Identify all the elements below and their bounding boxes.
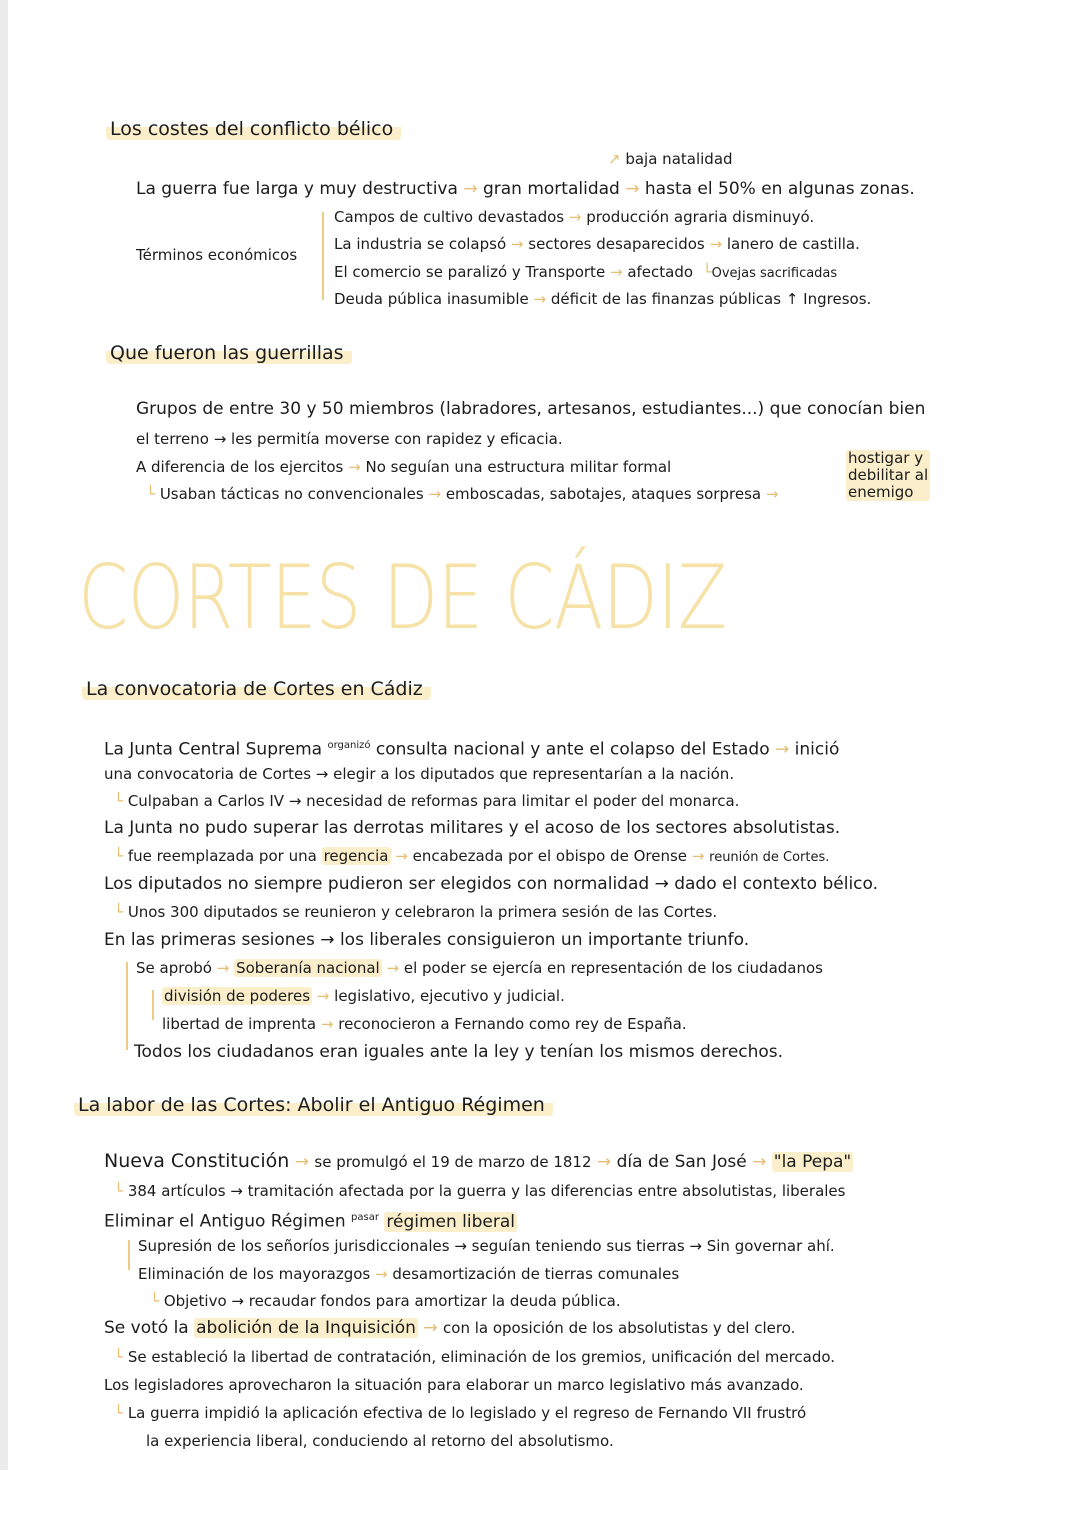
heading-labor-cortes: La labor de las Cortes: Abolir el Antiguo Régimen <box>74 1094 553 1116</box>
big-title: CORTES DE CÁDIZ <box>78 546 727 649</box>
bracket-aprobado <box>126 962 128 1050</box>
baja-natalidad: ↗ baja natalidad <box>608 150 733 168</box>
note-hostigar: hostigar y debilitar al enemigo <box>848 449 929 501</box>
line-senorios: Supresión de los señoríos jurisdiccionales → seguían teniendo sus tierras → Sin governar ahí. <box>138 1237 835 1255</box>
line-inquisicion: Se votó la abolición de la Inquisición → con la oposición de los absolutistas y del clero. <box>104 1318 796 1338</box>
line-eliminar: Eliminar el Antiguo Régimen $^{pasar}$ régimen liberal <box>104 1211 515 1232</box>
line-terreno: el terreno → les permitía moverse con rapidez y eficacia. <box>136 430 563 448</box>
line-primeras-sesiones: En las primeras sesiones → los liberales consiguieron un importante triunfo. <box>104 930 750 950</box>
line-guerra-larga: La guerra fue larga y muy destructiva → gran mortalidad → hasta el 50% en algunas zonas. <box>136 179 915 199</box>
line-industria: La industria se colapsó → sectores desaparecidos → lanero de castilla. <box>334 235 860 253</box>
line-guerra-impidio: └ La guerra impidió la aplicación efectiva de lo legislado y el regreso de Fernando VII frustró <box>114 1404 807 1422</box>
line-mayorazgos: Eliminación de los mayorazgos → desamortización de tierras comunales <box>138 1265 680 1283</box>
line-diputados: Los diputados no siempre pudieron ser elegidos con normalidad → dado el contexto bélico. <box>104 874 879 894</box>
line-division: división de poderes → legislativo, ejecutivo y judicial. <box>164 987 565 1005</box>
line-diferencia: A diferencia de los ejercitos → No seguían una estructura militar formal <box>136 458 672 476</box>
line-legisladores: Los legisladores aprovecharon la situación para elaborar un marco legislativo más avanzado. <box>104 1376 804 1394</box>
line-deuda: Deuda pública inasumible → déficit de las finanzas públicas ↑ Ingresos. <box>334 290 872 308</box>
line-experiencia-liberal: la experiencia liberal, conduciendo al retorno del absolutismo. <box>146 1432 614 1450</box>
line-constitucion: Nueva Constitución → se promulgó el 19 de marzo de 1812 → día de San José → "la Pepa" <box>104 1150 852 1172</box>
bracket-supresion <box>128 1240 130 1270</box>
bracket-economicos <box>322 212 324 300</box>
line-junta-derrotas: La Junta no pudo superar las derrotas militares y el acoso de los sectores absolutistas. <box>104 818 841 838</box>
line-comercio: El comercio se paralizó y Transporte → afectado └Ovejas sacrificadas <box>334 263 838 281</box>
line-articulos: └ 384 artículos → tramitación afectada por la guerra y las diferencias entre absolutistas, liberales <box>114 1182 846 1200</box>
line-imprenta: libertad de imprenta → reconocieron a Fernando como rey de España. <box>162 1015 687 1033</box>
label-terminos-economicos: Términos económicos <box>136 246 298 264</box>
heading-guerrillas: Que fueron las guerrillas <box>106 342 352 364</box>
line-regencia: └ fue reemplazada por una regencia → encabezada por el obispo de Orense → reunión de Cortes. <box>114 847 830 865</box>
line-convocatoria: una convocatoria de Cortes → elegir a los diputados que representarían a la nación. <box>104 765 735 783</box>
line-campos: Campos de cultivo devastados → producción agraria disminuyó. <box>334 208 815 226</box>
line-junta: La Junta Central Suprema $^{organizó}$ consulta nacional y ante el colapso del Estado → inició <box>104 739 840 760</box>
line-soberania: Se aprobó → Soberanía nacional → el poder se ejercía en representación de los ciudadanos <box>136 959 823 977</box>
line-objetivo: └ Objetivo → recaudar fondos para amortizar la deuda pública. <box>150 1292 621 1310</box>
heading-costes: Los costes del conflicto bélico <box>106 118 401 140</box>
heading-convocatoria: La convocatoria de Cortes en Cádiz <box>82 678 431 700</box>
line-tacticas: └ Usaban tácticas no convencionales → emboscadas, sabotajes, ataques sorpresa → <box>146 485 779 503</box>
line-contratacion: └ Se estableció la libertad de contratación, eliminación de los gremios, unificación del mercado. <box>114 1348 836 1366</box>
line-carlos: └ Culpaban a Carlos IV → necesidad de reformas para limitar el poder del monarca. <box>114 792 740 810</box>
line-ciudadanos: Todos los ciudadanos eran iguales ante la ley y tenían los mismos derechos. <box>134 1042 784 1062</box>
line-grupos: Grupos de entre 30 y 50 miembros (labradores, artesanos, estudiantes...) que conocían bien <box>136 399 926 419</box>
page-edge <box>0 0 8 1470</box>
line-300-diputados: └ Unos 300 diputados se reunieron y celebraron la primera sesión de las Cortes. <box>114 903 718 921</box>
bracket-poderes <box>152 990 154 1020</box>
